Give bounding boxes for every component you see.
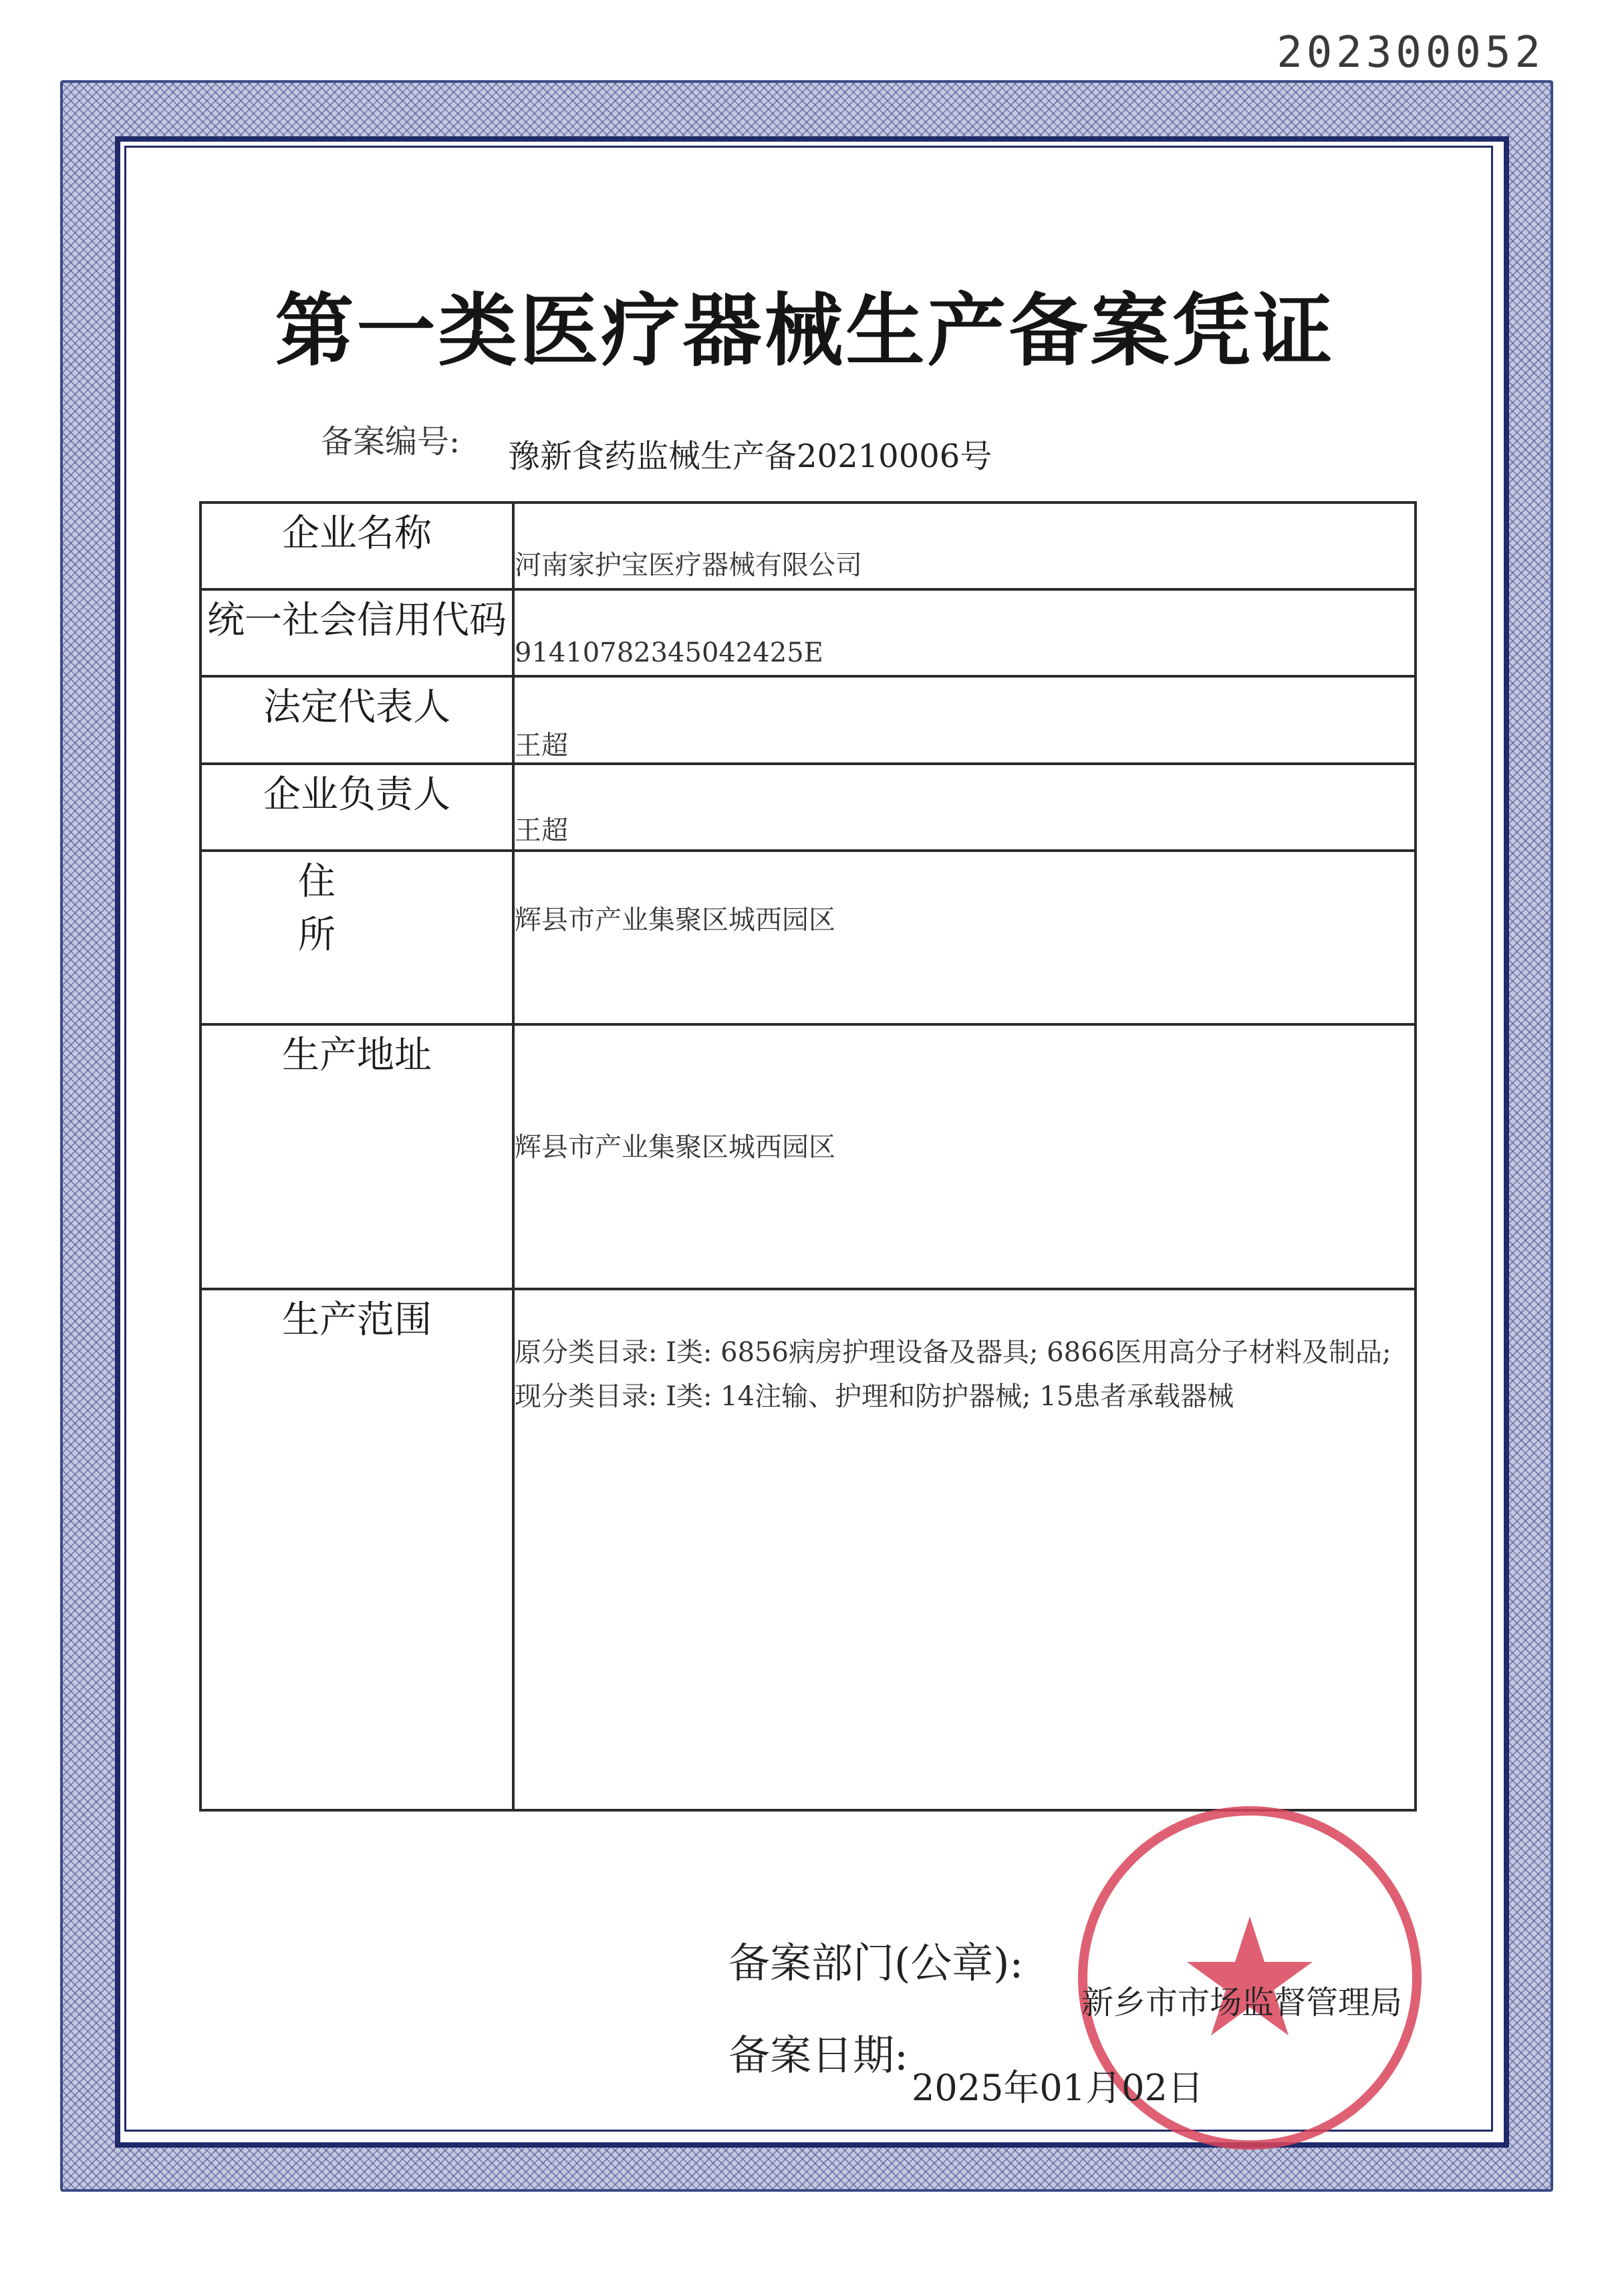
- company-name-cell: [513, 503, 1416, 589]
- record-number-label: 备案编号:: [321, 423, 460, 460]
- production-address-cell: [513, 1024, 1416, 1289]
- table-row: [200, 764, 1416, 851]
- credit-code-label: 统一社会信用代码: [200, 589, 513, 676]
- department-value: 新乡市市场监督管理局: [1081, 1984, 1403, 2021]
- domicile-cell: [513, 851, 1416, 1024]
- table-row: [200, 589, 1416, 676]
- certificate-title: 第一类医疗器械生产备案凭证: [275, 284, 1335, 377]
- serial-number: 202300052: [1277, 28, 1545, 78]
- date-value: 2025年01月02日: [912, 2067, 1204, 2109]
- date-label: 备案日期:: [728, 2031, 908, 2079]
- department-label: 备案部门(公章):: [728, 1939, 1024, 1987]
- legal-representative-label: 法定代表人: [200, 676, 513, 764]
- domicile-label: 住 所: [200, 851, 513, 1024]
- credit-code-value: 91410782345042425E: [515, 637, 823, 668]
- credit-code-cell: [513, 589, 1416, 676]
- table-row: [200, 1024, 1416, 1289]
- enterprise-head-cell: [513, 764, 1416, 851]
- company-name-label: 企业名称: [200, 503, 513, 589]
- production-scope-label: 生产范围: [200, 1289, 513, 1810]
- table-row: [200, 851, 1416, 1024]
- info-table: [199, 501, 1417, 1812]
- record-number-value: 豫新食药监械生产备20210006号: [508, 438, 992, 475]
- enterprise-head-value: 王超: [515, 815, 568, 846]
- production-scope-cell: [513, 1289, 1416, 1810]
- legal-representative-cell: [513, 676, 1416, 764]
- production-scope-value: 原分类目录: Ⅰ类: 6856病房护理设备及器具; 6866医用高分子材料及制品;现分类目录: Ⅰ类: 14注输、护理和防护器械; 15患者承载器械: [515, 1337, 1391, 1412]
- table-row: [200, 676, 1416, 764]
- domicile-value: 辉县市产业集聚区城西园区: [515, 905, 835, 936]
- production-address-value: 辉县市产业集聚区城西园区: [515, 1132, 835, 1163]
- table-row: [200, 1289, 1416, 1810]
- enterprise-head-label: 企业负责人: [200, 764, 513, 851]
- production-address-label: 生产地址: [200, 1024, 513, 1289]
- company-name-value: 河南家护宝医疗器械有限公司: [515, 550, 862, 581]
- table-row: [200, 503, 1416, 589]
- legal-representative-value: 王超: [515, 730, 568, 761]
